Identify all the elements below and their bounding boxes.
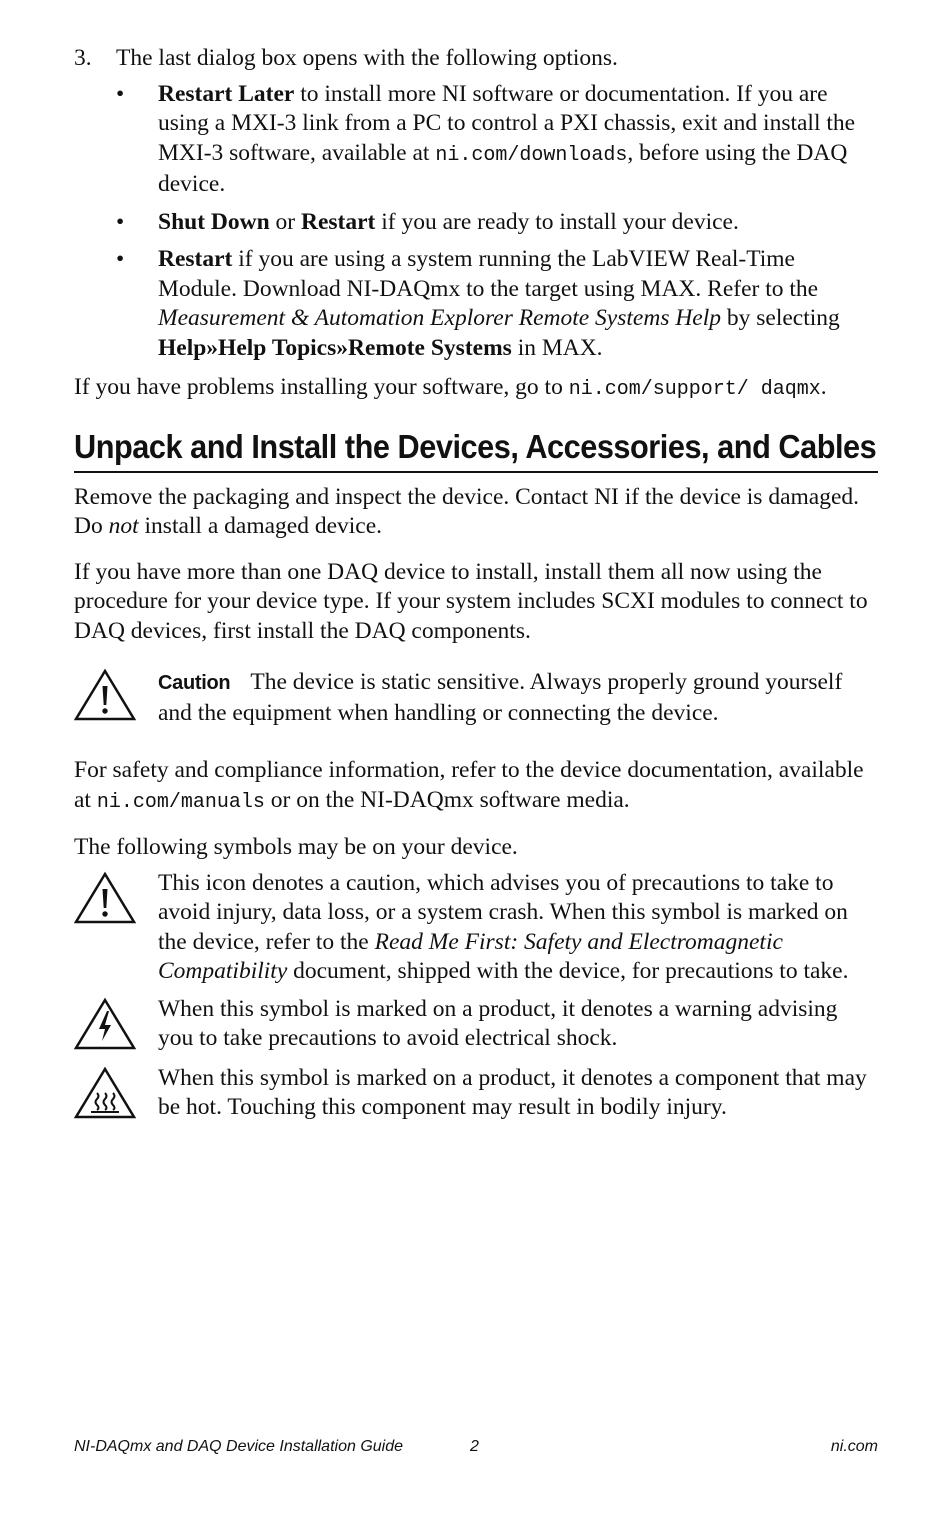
option-text: in MAX. bbox=[511, 334, 603, 361]
caution-text bbox=[158, 668, 878, 728]
option-text: by selecting bbox=[721, 305, 840, 331]
step-number: 3. bbox=[74, 45, 92, 71]
symbol-text: This icon denotes a caution, which advises you of precautions to take to avoid injury, data loss, or a system crash. When this symbol is marked on the device, refer to the bbox=[158, 869, 848, 955]
option-label: Restart Later bbox=[158, 80, 295, 107]
page-footer bbox=[74, 1438, 878, 1462]
footer-title: NI-DAQmx and DAQ Device Installation Guide bbox=[74, 1438, 404, 1455]
step-intro: The last dialog box opens with the following options. bbox=[116, 45, 618, 71]
option-label: Restart bbox=[301, 208, 376, 235]
section-heading: Unpack and Install the Devices, Accessories, and Cables bbox=[74, 427, 877, 465]
menu-path: Help»Help Topics»Remote Systems bbox=[158, 334, 512, 361]
step-3 bbox=[74, 44, 878, 74]
bullet: • bbox=[116, 80, 125, 107]
caution-body: The device is static sensitive. Always properly ground yourself and the equipment when handling or connecting the device. bbox=[158, 669, 843, 726]
option-restart bbox=[116, 245, 878, 363]
symbol-hot bbox=[74, 1064, 878, 1125]
unpack-text: install a damaged device. bbox=[138, 513, 383, 539]
safety-text: For safety and compliance information, refer to the device documentation, available at bbox=[74, 757, 864, 813]
safety-paragraph bbox=[74, 756, 878, 817]
caution-note bbox=[74, 668, 878, 728]
unpack-text: Remove the packaging and inspect the device. Contact NI if the device is damaged. Do bbox=[74, 483, 860, 539]
page-number: 2 bbox=[470, 1438, 479, 1455]
document-page bbox=[74, 44, 878, 1125]
bullet: • bbox=[116, 246, 125, 272]
period: . bbox=[820, 374, 827, 400]
unpack-paragraph bbox=[74, 483, 878, 542]
caution-triangle-icon bbox=[74, 668, 158, 728]
downloads-link[interactable]: ni.com/downloads bbox=[435, 143, 628, 167]
option-text: if you are ready to install your device. bbox=[375, 208, 739, 235]
symbol-caution-text bbox=[158, 869, 878, 987]
option-text: , before using the DAQ device. bbox=[158, 139, 848, 197]
hot-surface-icon bbox=[74, 1064, 158, 1125]
option-text: to install more NI software or documentation. If you are using a MXI-3 link from a PC to control a PXI chassis, exit and install the MXI-3 software, available at bbox=[158, 80, 856, 166]
problems-text: If you have problems installing your software, go to bbox=[74, 374, 569, 400]
option-list bbox=[74, 80, 878, 364]
help-title: Measurement & Automation Explorer Remote Systems Help bbox=[158, 305, 722, 331]
option-label: Shut Down bbox=[158, 208, 270, 235]
symbol-shock-text: When this symbol is marked on a product, it denotes a warning advising you to take precautions to avoid electrical shock. bbox=[158, 995, 838, 1051]
option-text: if you are using a system running the LabVIEW Real-Time Module. Download NI-DAQmx to the target using MAX. Refer to the bbox=[158, 246, 819, 302]
caution-label: Caution bbox=[158, 672, 231, 694]
problems-paragraph bbox=[74, 373, 878, 405]
manuals-link[interactable]: ni.com/manuals bbox=[96, 790, 265, 814]
doc-title: Read Me First: Safety and Electromagnetic Compatibility bbox=[158, 928, 783, 984]
caution-triangle-icon bbox=[74, 869, 158, 987]
option-restart-later bbox=[116, 80, 878, 200]
option-label: Restart bbox=[158, 246, 233, 272]
electrical-shock-icon bbox=[74, 995, 158, 1056]
footer-site[interactable]: ni.com bbox=[830, 1438, 878, 1455]
bullet: • bbox=[116, 208, 125, 235]
multiple-devices-paragraph: If you have more than one DAQ device to install, install them all now using the procedure for your device type. If your system includes SCXI modules to connect to DAQ devices, first install the DAQ components. bbox=[74, 558, 868, 644]
symbols-intro: The following symbols may be on your device. bbox=[74, 834, 518, 860]
support-link[interactable]: ni.com/support/ daqmx bbox=[568, 378, 821, 401]
symbol-shock bbox=[74, 995, 878, 1056]
option-shut-down bbox=[116, 208, 878, 238]
option-text: or bbox=[269, 208, 301, 235]
emphasis: not bbox=[108, 513, 139, 539]
symbol-text: document, shipped with the device, for precautions to take. bbox=[287, 958, 849, 984]
safety-text: or on the NI-DAQmx software media. bbox=[264, 786, 630, 813]
symbol-hot-text: When this symbol is marked on a product, it denotes a component that may be hot. Touching this component may result in bodily injury. bbox=[158, 1064, 867, 1120]
symbol-caution bbox=[74, 869, 878, 987]
